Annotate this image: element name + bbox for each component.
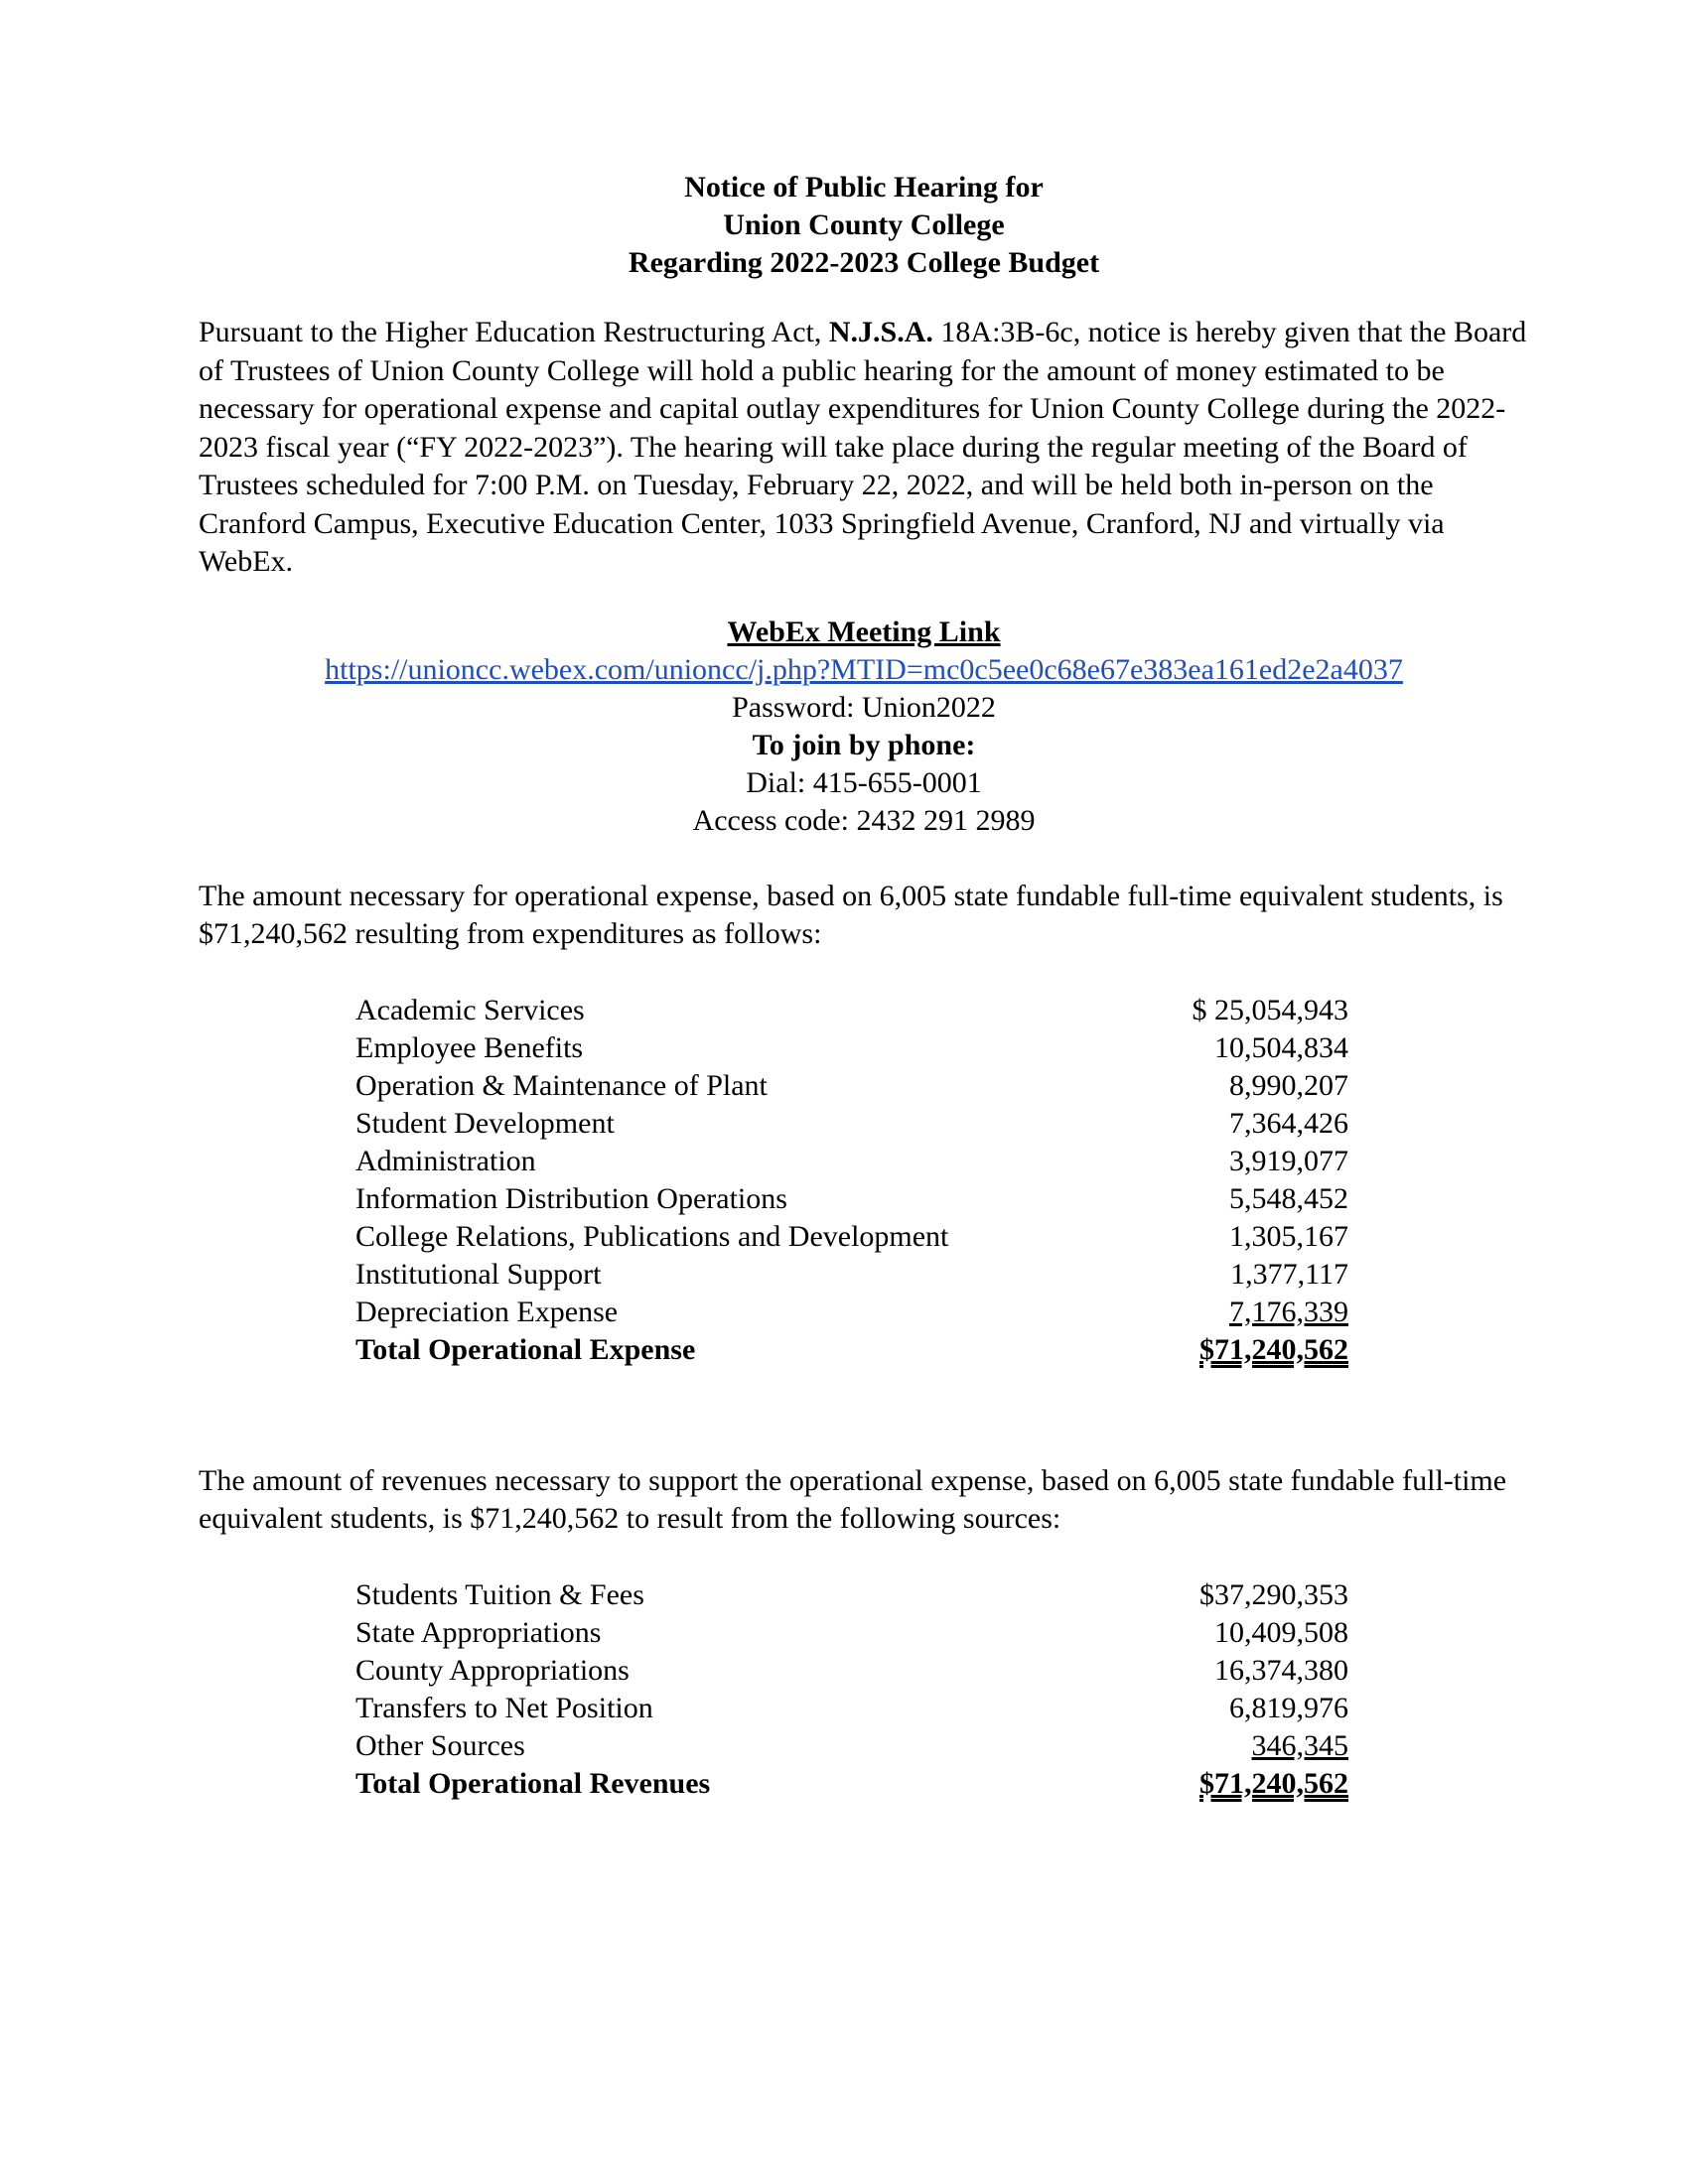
intro-paragraph <box>199 314 1529 582</box>
table-row <box>355 1105 1348 1143</box>
intro-statute: N.J.S.A. <box>828 316 933 348</box>
row-amount: 8,990,207 <box>1229 1068 1348 1102</box>
row-amount: 16,374,380 <box>1214 1653 1348 1687</box>
expense-table <box>355 992 1348 1369</box>
webex-meeting-link[interactable]: https://unioncc.webex.com/unioncc/j.php?MTID=mc0c5ee0c68e67e383ea161ed2e2a4037 <box>325 652 1403 686</box>
row-label: Operation & Maintenance of Plant <box>355 1068 768 1102</box>
total-label: Total Operational Revenues <box>355 1766 711 1800</box>
table-row <box>355 1029 1348 1067</box>
row-label: College Relations, Publications and Development <box>355 1219 949 1253</box>
row-amount: 3,919,077 <box>1229 1144 1348 1177</box>
row-amount: 1,305,167 <box>1229 1219 1348 1253</box>
webex-section <box>199 614 1529 840</box>
title-line-2: Union County College <box>723 208 1005 241</box>
intro-text-post: 18A:3B-6c, notice is hereby given that the Board of Trustees of Union County College will hold a public hearing for the amount of money estimated to be necessary for operational expense and capital outlay expenditures for Union County College during the 2022-2023 fiscal year (“FY 2022-2023”). The hearing will take place during the regular meeting of the Board of Trustees scheduled for 7:00 P.M. on Tuesday, February 22, 2022, and will be held both in-person on the Cranford Campus, Executive Education Center, 1033 Springfield Avenue, Cranford, NJ and virtually via WebEx. <box>199 316 1527 578</box>
row-label: Administration <box>355 1144 536 1177</box>
title-line-3: Regarding 2022-2023 College Budget <box>628 246 1100 279</box>
row-label: Depreciation Expense <box>355 1295 619 1328</box>
table-total-row <box>355 1765 1348 1803</box>
row-amount: 1,377,117 <box>1230 1257 1348 1291</box>
row-label: Students Tuition & Fees <box>355 1577 644 1611</box>
row-amount: 6,819,976 <box>1229 1691 1348 1724</box>
row-amount: 7,176,339 <box>1229 1295 1348 1328</box>
revenue-table <box>355 1576 1348 1803</box>
row-amount: 10,504,834 <box>1214 1030 1348 1064</box>
webex-heading: WebEx Meeting Link <box>727 614 1001 648</box>
row-amount: 346,345 <box>1251 1728 1348 1762</box>
table-row <box>355 1218 1348 1256</box>
row-amount: 7,364,426 <box>1229 1106 1348 1140</box>
total-amount: $71,240,562 <box>1199 1766 1348 1800</box>
table-row <box>355 1652 1348 1690</box>
row-label: Student Development <box>355 1106 615 1140</box>
total-amount: $71,240,562 <box>1199 1332 1348 1366</box>
table-row <box>355 1143 1348 1180</box>
table-row <box>355 1256 1348 1294</box>
table-row <box>355 992 1348 1029</box>
row-label: Information Distribution Operations <box>355 1181 787 1215</box>
row-label: State Appropriations <box>355 1615 602 1649</box>
table-row <box>355 1294 1348 1331</box>
phone-dial: Dial: 415-655-0001 <box>746 765 982 799</box>
total-label: Total Operational Expense <box>355 1332 696 1366</box>
row-amount: 10,409,508 <box>1214 1615 1348 1649</box>
phone-heading: To join by phone: <box>752 728 976 761</box>
notice-document <box>199 169 1529 1803</box>
row-label: Other Sources <box>355 1728 525 1762</box>
expense-intro: The amount necessary for operational expense, based on 6,005 state fundable full-time equivalent students, is $71,240,562 resulting from expenditures as follows: <box>199 879 1503 950</box>
table-row <box>355 1067 1348 1105</box>
notice-title <box>199 169 1529 282</box>
table-row <box>355 1690 1348 1727</box>
table-row <box>355 1614 1348 1652</box>
intro-text-pre: Pursuant to the Higher Education Restructuring Act, <box>199 316 829 348</box>
webex-password: Password: Union2022 <box>732 690 996 724</box>
row-label: Transfers to Net Position <box>355 1691 653 1724</box>
revenue-intro: The amount of revenues necessary to support the operational expense, based on 6,005 state fundable full-time equivalent students, is $71,240,562 to result from the following sources: <box>199 1463 1507 1535</box>
table-total-row <box>355 1331 1348 1369</box>
row-label: County Appropriations <box>355 1653 630 1687</box>
row-label: Institutional Support <box>355 1257 602 1291</box>
row-amount: 5,548,452 <box>1229 1181 1348 1215</box>
table-row <box>355 1576 1348 1614</box>
row-amount: $ 25,054,943 <box>1192 993 1348 1026</box>
table-row <box>355 1180 1348 1218</box>
row-amount: $37,290,353 <box>1199 1577 1348 1611</box>
title-line-1: Notice of Public Hearing for <box>684 171 1044 204</box>
table-row <box>355 1727 1348 1765</box>
phone-access-code: Access code: 2432 291 2989 <box>692 803 1036 837</box>
row-label: Academic Services <box>355 993 585 1026</box>
row-label: Employee Benefits <box>355 1030 584 1064</box>
